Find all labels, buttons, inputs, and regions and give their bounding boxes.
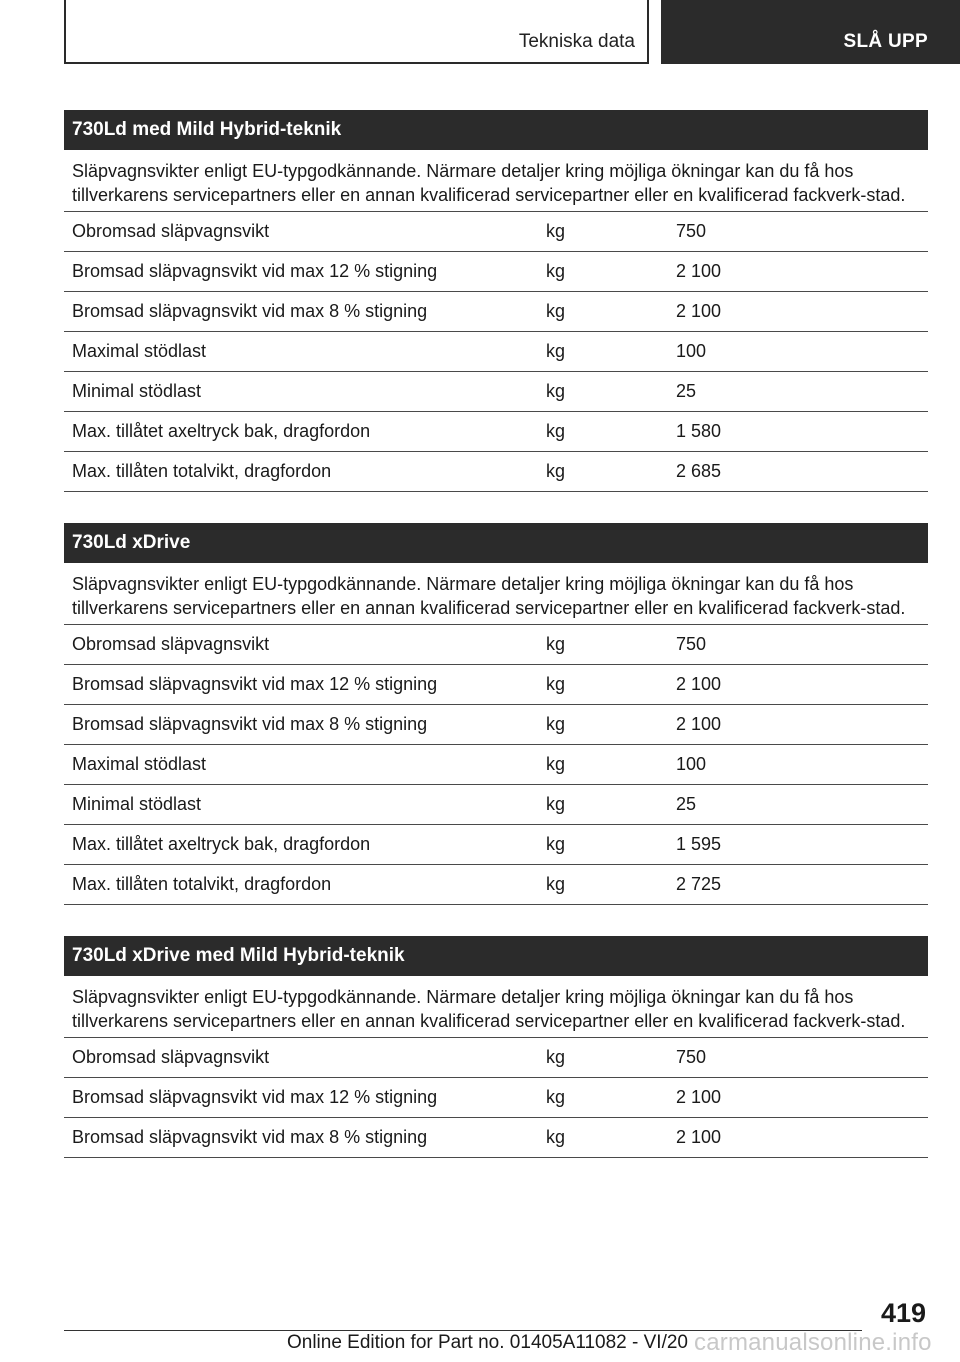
section-title: 730Ld xDrive med Mild Hybrid-teknik [64, 936, 928, 976]
row-unit: kg [546, 221, 566, 241]
table-row [64, 1118, 928, 1158]
row-unit: kg [546, 634, 566, 654]
spec-section [64, 936, 928, 1158]
lookup-button[interactable] [661, 0, 960, 64]
row-unit: kg [546, 421, 566, 441]
spec-section [64, 110, 928, 492]
watermark: carmanualsonline.info [694, 1329, 932, 1356]
table-row [64, 785, 928, 825]
lookup-button-label: SLÅ UPP [843, 31, 928, 52]
row-unit: kg [546, 261, 566, 281]
table-row [64, 412, 928, 452]
section-title: 730Ld xDrive [64, 523, 928, 563]
row-label: Max. tillåtet axeltryck bak, dragfordon [72, 834, 371, 854]
spec-content [64, 110, 928, 1189]
header-section-title[interactable]: Tekniska data [518, 31, 635, 52]
table-row [64, 865, 928, 905]
spec-section [64, 523, 928, 905]
row-value: 750 [676, 634, 707, 654]
row-label: Obromsad släpvagnsvikt [72, 1047, 270, 1067]
row-value: 2 100 [676, 1127, 722, 1147]
table-row [64, 1078, 928, 1118]
table-row [64, 212, 928, 252]
table-row [64, 705, 928, 745]
row-unit: kg [546, 874, 566, 894]
row-value: 1 580 [676, 421, 722, 441]
row-label: Obromsad släpvagnsvikt [72, 221, 270, 241]
row-value: 100 [676, 754, 707, 774]
row-label: Max. tillåten totalvikt, dragfordon [72, 874, 332, 894]
row-value: 2 685 [676, 461, 722, 481]
table-row [64, 745, 928, 785]
row-unit: kg [546, 834, 566, 854]
row-label: Minimal stödlast [72, 794, 202, 814]
row-label: Bromsad släpvagnsvikt vid max 12 % stigning [72, 674, 438, 694]
row-unit: kg [546, 1087, 566, 1107]
table-row [64, 452, 928, 492]
row-label: Bromsad släpvagnsvikt vid max 8 % stigning [72, 1127, 428, 1147]
row-value: 2 100 [676, 674, 722, 694]
row-value: 100 [676, 341, 707, 361]
row-unit: kg [546, 754, 566, 774]
row-unit: kg [546, 674, 566, 694]
row-unit: kg [546, 794, 566, 814]
row-label: Bromsad släpvagnsvikt vid max 12 % stigning [72, 1087, 438, 1107]
table-row [64, 372, 928, 412]
row-unit: kg [546, 341, 566, 361]
table-row [64, 252, 928, 292]
row-value: 2 100 [676, 261, 722, 281]
row-value: 2 100 [676, 301, 722, 321]
table-row [64, 292, 928, 332]
row-value: 2 100 [676, 1087, 722, 1107]
row-unit: kg [546, 381, 566, 401]
row-value: 750 [676, 221, 707, 241]
table-row [64, 332, 928, 372]
row-label: Max. tillåten totalvikt, dragfordon [72, 461, 332, 481]
row-value: 2 725 [676, 874, 722, 894]
row-label: Minimal stödlast [72, 381, 202, 401]
table-row [64, 825, 928, 865]
section-description: Släpvagnsvikter enligt EU-typgodkännande. Närmare detaljer kring möjliga ökningar kan du få hos tillverkarens servicepartners eller en annan kvalificerad servicepartner eller en kvalificerad fackverk-stad. [64, 150, 928, 212]
row-label: Bromsad släpvagnsvikt vid max 8 % stigning [72, 301, 428, 321]
row-value: 2 100 [676, 714, 722, 734]
row-unit: kg [546, 714, 566, 734]
row-label: Maximal stödlast [72, 754, 207, 774]
row-label: Bromsad släpvagnsvikt vid max 8 % stigning [72, 714, 428, 734]
row-unit: kg [546, 1127, 566, 1147]
section-description: Släpvagnsvikter enligt EU-typgodkännande. Närmare detaljer kring möjliga ökningar kan du få hos tillverkarens servicepartners eller en annan kvalificerad servicepartner eller en kvalificerad fackverk-stad. [64, 976, 928, 1038]
header-tab-frame [64, 0, 649, 64]
row-label: Obromsad släpvagnsvikt [72, 634, 270, 654]
row-unit: kg [546, 461, 566, 481]
row-value: 1 595 [676, 834, 722, 854]
table-row [64, 625, 928, 665]
row-label: Bromsad släpvagnsvikt vid max 12 % stigning [72, 261, 438, 281]
row-label: Maximal stödlast [72, 341, 207, 361]
table-row [64, 665, 928, 705]
row-label: Max. tillåtet axeltryck bak, dragfordon [72, 421, 371, 441]
page-number: 419 [880, 1298, 926, 1328]
row-unit: kg [546, 301, 566, 321]
table-row [64, 1038, 928, 1078]
section-title: 730Ld med Mild Hybrid-teknik [64, 110, 928, 150]
row-value: 25 [676, 794, 697, 814]
row-value: 25 [676, 381, 697, 401]
footer-edition: Online Edition for Part no. 01405A11082 - VI/20 [286, 1332, 688, 1353]
row-value: 750 [676, 1047, 707, 1067]
row-unit: kg [546, 1047, 566, 1067]
section-description: Släpvagnsvikter enligt EU-typgodkännande. Närmare detaljer kring möjliga ökningar kan du få hos tillverkarens servicepartners eller en annan kvalificerad servicepartner eller en kvalificerad fackverk-stad. [64, 563, 928, 625]
